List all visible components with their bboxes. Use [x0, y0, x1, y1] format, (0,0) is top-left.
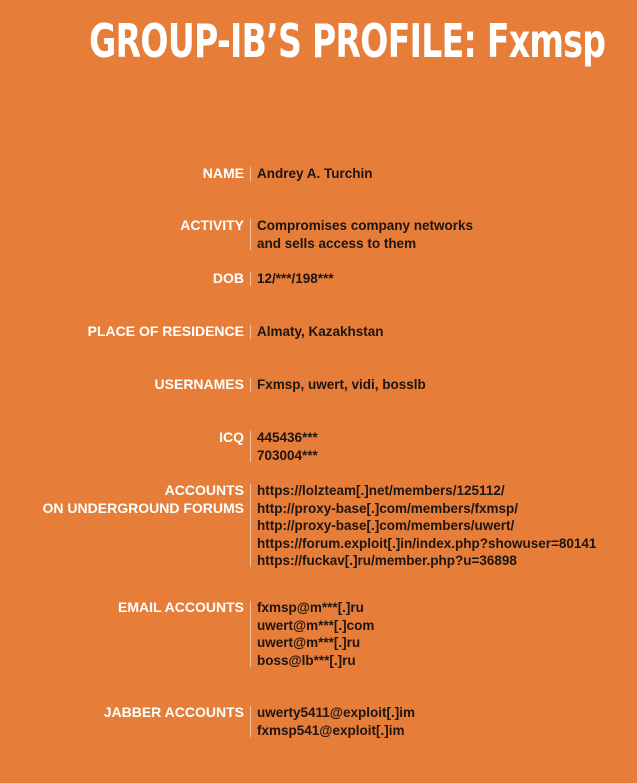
field-label-usernames: USERNAMES: [154, 376, 244, 392]
field-divider: [250, 325, 251, 339]
field-values-jabber: [257, 704, 415, 739]
field-divider: [250, 272, 251, 286]
field-value: Almaty, Kazakhstan: [257, 324, 384, 339]
field-value: Fxmsp, uwert, vidi, bosslb: [257, 377, 426, 392]
field-label-jabber: JABBER ACCOUNTS: [103, 704, 244, 720]
field-value: Andrey A. Turchin: [257, 166, 373, 181]
field-value: and sells access to them: [257, 235, 417, 251]
field-divider: [250, 219, 251, 250]
field-value: 445436***: [257, 430, 318, 445]
email-account: fxmsp@m***[.]ru: [257, 600, 364, 615]
field-values-name: [257, 165, 373, 183]
field-label-line: ACCOUNTS: [164, 482, 244, 498]
field-divider: [250, 706, 251, 737]
field-label-email: EMAIL ACCOUNTS: [118, 599, 244, 615]
field-label-dob: DOB: [212, 270, 244, 286]
field-label-residence: PLACE OF RESIDENCE: [87, 323, 244, 339]
field-divider: [250, 484, 251, 567]
field-label-activity: ACTIVITY: [180, 217, 244, 233]
field-values-activity: [257, 217, 473, 252]
field-value: 703004***: [257, 447, 318, 463]
field-values-dob: [257, 270, 334, 288]
field-divider: [250, 601, 251, 667]
email-account: boss@lb***[.]ru: [257, 652, 356, 668]
field-values-accounts: [257, 482, 596, 570]
field-label-icq: ICQ: [219, 429, 244, 445]
forum-account-link: http://proxy-base[.]com/members/fxmsp/: [257, 500, 519, 516]
field-values-email: [257, 599, 374, 669]
jabber-account: uwerty5411@exploit[.]im: [257, 705, 415, 720]
email-account: uwert@m***[.]com: [257, 617, 375, 633]
field-values-residence: [257, 323, 384, 341]
field-label-accounts: [43, 482, 244, 517]
forum-account-link: http://proxy-base[.]com/members/uwert/: [257, 518, 515, 533]
field-label-name: NAME: [202, 165, 244, 181]
forum-account-link: https://lolzteam[.]net/members/125112/: [257, 483, 505, 498]
field-divider: [250, 378, 251, 392]
field-values-icq: [257, 429, 318, 464]
field-value: 12/***/198***: [257, 271, 334, 286]
forum-account-link: https://forum.exploit[.]in/index.php?showuser=80141: [257, 535, 597, 551]
field-values-usernames: [257, 376, 426, 394]
field-value: Compromises company networks: [257, 218, 474, 233]
forum-account-link: https://fuckav[.]ru/member.php?u=36898: [257, 553, 517, 568]
field-divider: [250, 167, 251, 181]
page-title: GROUP-IB’S PROFILE: Fxmsp: [89, 14, 606, 68]
field-divider: [250, 431, 251, 462]
email-account: uwert@m***[.]ru: [257, 635, 361, 650]
jabber-account: fxmsp541@exploit[.]im: [257, 722, 405, 738]
field-label-line: ON UNDERGROUND FORUMS: [42, 499, 244, 516]
